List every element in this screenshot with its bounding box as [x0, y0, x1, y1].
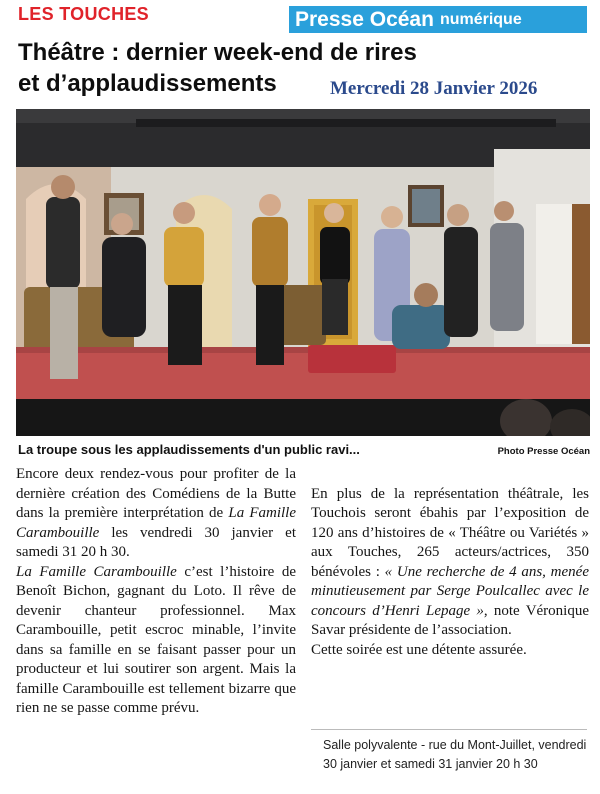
headline-line-2: et d’applaudissements [18, 70, 277, 97]
article-column-right [311, 465, 589, 660]
publication-date: Mercredi 28 Janvier 2026 [330, 78, 538, 99]
article-column-left [16, 465, 296, 719]
event-info: Salle polyvalente - rue du Mont-Juillet, vendredi 30 janvier et samedi 31 janvier 20 h 30 [311, 729, 587, 779]
article-paragraph-3: En plus de la représentation théâtrale, les Touchois seront ébahis par l’exposition de 120 ans d’histoires de « Théâtre ou Variétés » aux Touches, 265 acteurs/actrices, 350 bénévoles : « Une recherche de 4 ans, menée minutieusement par Serge Poulcallec avec le concours d’Henri Lepage », note Véronique Savar présidente de l’association. [311, 485, 589, 638]
brand-edition: numérique [439, 10, 522, 28]
header-bar [0, 0, 600, 36]
stage-photo [16, 109, 590, 436]
brand-logo [289, 6, 587, 33]
quote: « Une recherche de 4 ans, menée minutieusement par Serge Poulcallec avec le concours d’Henri Lepage » [311, 563, 589, 619]
photo-caption [18, 440, 590, 462]
photo-credit: Photo Presse Océan [497, 446, 590, 457]
article-paragraph-4: Cette soirée est une détente assurée. [311, 641, 527, 658]
rubric-label: LES TOUCHES [18, 4, 149, 24]
play-title: La Famille Carambouille [16, 563, 177, 580]
play-title: La Famille Carambouille [16, 505, 297, 541]
article-paragraph-1: Encore deux rendez-vous pour profiter de la dernière création des Comédiens de la Butte dans la première interprétation de La Famille Carambouille les vendredi 30 janvier et samedi 31 20 h 30. [16, 466, 297, 560]
caption-text: La troupe sous les applaudissements d'un public ravi... [18, 442, 360, 457]
headline-line-1: Théâtre : dernier week-end de rires [18, 39, 417, 66]
brand-name: Presse Océan [295, 7, 434, 31]
article-paragraph-2: La Famille Carambouille c’est l’histoire de Benoît Bichon, gagnant du Loto. Il rêve de devenir chanteur professionnel. Max Carambouille, petit escroc minable, l’invite dans sa famille en se faisant passer pour un producteur et lui soutirer son argent. Mais la famille Carambouille est tellement bizarre que rien ne se passe comme prévu. [16, 563, 296, 716]
